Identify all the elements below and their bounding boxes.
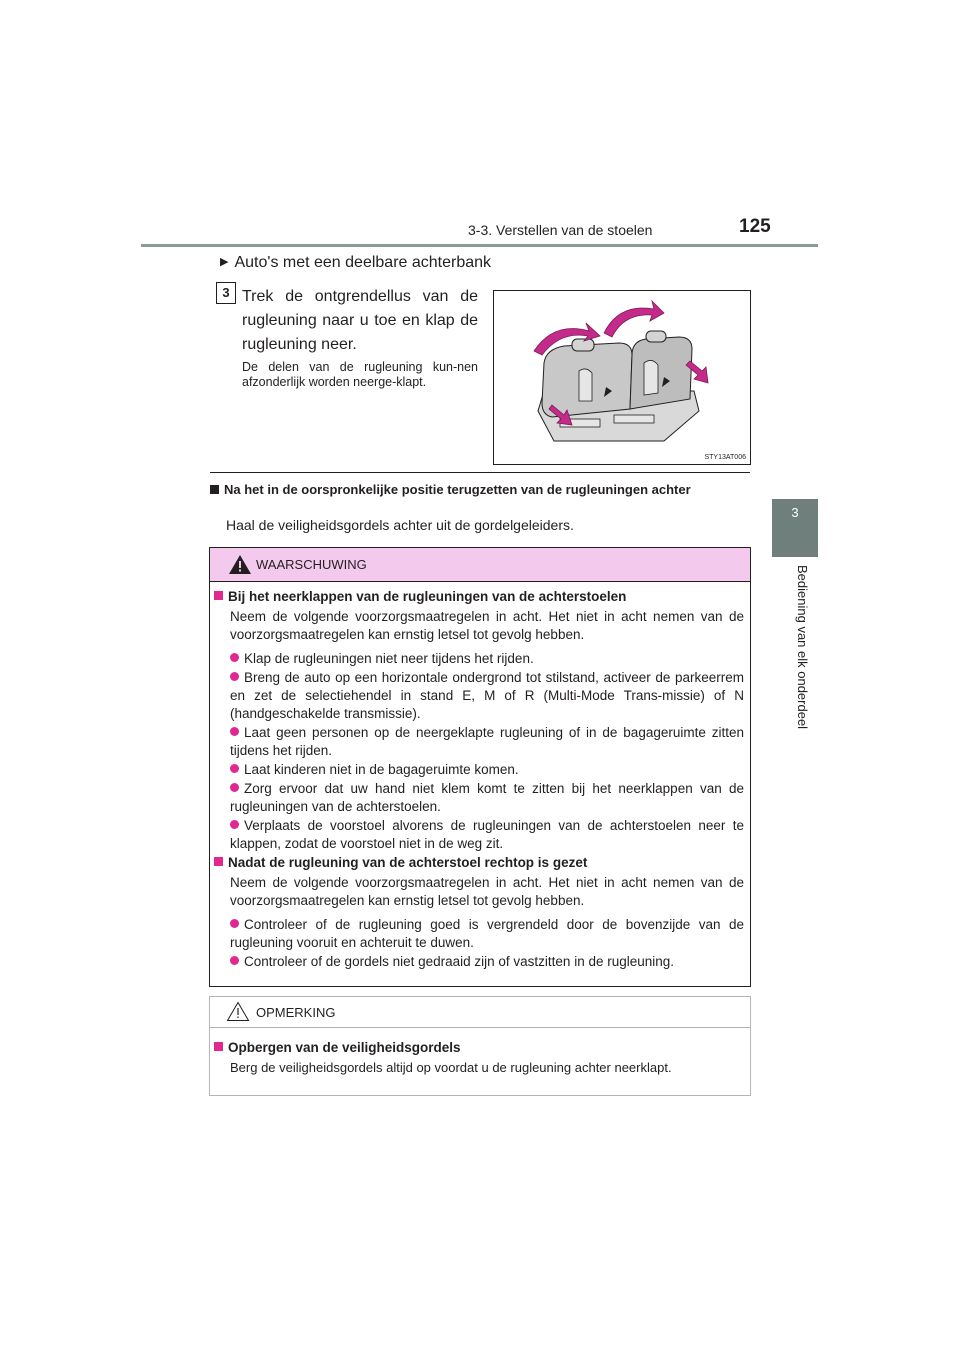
warning-bullet-text: Klap de rugleuningen niet neer tijdens het rijden. [244,651,534,666]
note-title: OPMERKING [256,1005,336,1020]
square-bullet-icon [214,1042,223,1051]
warning-bullet [230,724,744,760]
note-heading-text: Opbergen van de veiligheidsgordels [228,1040,461,1055]
running-header-section: 3-3. Verstellen van de stoelen [468,222,653,238]
warning-bullet [230,780,744,816]
warning-triangle-icon [228,554,252,575]
step-instruction: Trek de ontgrendellus van de rugleuning naar u toe en klap de rugleuning neer. [242,288,478,353]
warning-bullet [230,953,744,971]
variant-text: Auto's met een deelbare achterbank [234,254,492,271]
chapter-tab [772,499,818,557]
bullet-dot-icon [230,956,239,965]
step-number: 3 [216,282,236,304]
seat-illustration [493,290,751,465]
bullet-dot-icon [230,820,239,829]
bullet-dot-icon [230,783,239,792]
note-header [210,997,750,1028]
warning-title: WAARSCHUWING [256,557,367,572]
warning-heading-2 [214,854,744,872]
caution-triangle-icon [226,1001,250,1022]
note-heading [214,1039,744,1057]
warning-heading-1-text: Bij het neerklappen van de rugleuningen van de achterstoelen [228,589,627,604]
warning-bullet-text: Controleer of de rugleuning goed is vergrendeld door de bovenzijde van de rugleuning vooruit en achteruit te duwen. [230,917,744,950]
header-rule [141,244,818,247]
bullet-dot-icon [230,919,239,928]
warning-bullet-text: Controleer of de gordels niet gedraaid zijn of vastzitten in de rugleuning. [244,954,675,969]
warning-bullet [230,916,744,952]
warning-bullet-text: Breng de auto op een horizontale ondergrond tot stilstand, activeer de parkeerrem en zet de selectiehendel in stand E, M of R (Multi-Mode Trans-missie) of N (handgeschakelde transmissie). [230,670,744,721]
square-bullet-icon [210,485,219,494]
bullet-dot-icon [230,764,239,773]
warning-bullet-text: Verplaats de voorstoel alvorens de rugleuningen van de achterstoelen neer te klappen, zodat de voorstoel niet in de weg zit. [230,818,744,851]
triangle-right-icon: ▶ [220,256,229,268]
bullet-dot-icon [230,672,239,681]
note-box [209,996,751,1096]
warning-paragraph-1: Neem de volgende voorzorgsmaatregelen in acht. Het niet in acht nemen van de voorzorgsmaatregelen kan ernstig letsel tot gevolg hebben. [230,609,744,642]
square-bullet-icon [214,591,223,600]
bullet-dot-icon [230,653,239,662]
rear-seat-folding-illustration [494,291,750,464]
section-heading [210,481,750,498]
chapter-tab-number: 3 [791,505,799,520]
warning-bullet-text: Zorg ervoor dat uw hand niet klem komt te zitten bij het neerklappen van de rugleuningen van de achterstoelen. [230,781,744,814]
section-body: Haal de veiligheidsgordels achter uit de gordelgeleiders. [226,517,574,533]
warning-heading-2-text: Nadat de rugleuning van de achterstoel rechtop is gezet [228,855,588,870]
section-heading-text: Na het in de oorspronkelijke positie terugzetten van de rugleuningen achter [224,482,691,497]
warning-bullet-text: Laat kinderen niet in de bagageruimte komen. [244,762,519,777]
warning-header [210,548,750,582]
bullet-dot-icon [230,727,239,736]
warning-bullet-text: Laat geen personen op de neergeklapte rugleuning of in de bagageruimte zitten tijdens het rijden. [230,725,744,758]
section-divider [210,472,750,473]
warning-box [209,547,751,987]
square-bullet-icon [214,857,223,866]
warning-bullet [230,650,744,668]
page-number: 125 [739,216,771,237]
note-body: Berg de veiligheidsgordels altijd op voordat u de rugleuning achter neerklapt. [230,1060,672,1075]
figure-code: STY13AT006 [704,454,746,461]
variant-line [220,254,491,272]
warning-paragraph-2: Neem de volgende voorzorgsmaatregelen in acht. Het niet in acht nemen van de voorzorgsmaatregelen kan ernstig letsel tot gevolg hebben. [230,875,744,908]
warning-bullet [230,761,744,779]
warning-bullet [230,669,744,723]
chapter-tab-label: Bediening van elk onderdeel [795,565,810,730]
warning-bullet [230,817,744,853]
warning-heading-1 [214,588,744,606]
step-note: De delen van de rugleuning kun-nen afzonderlijk worden neerge-klapt. [242,360,478,389]
